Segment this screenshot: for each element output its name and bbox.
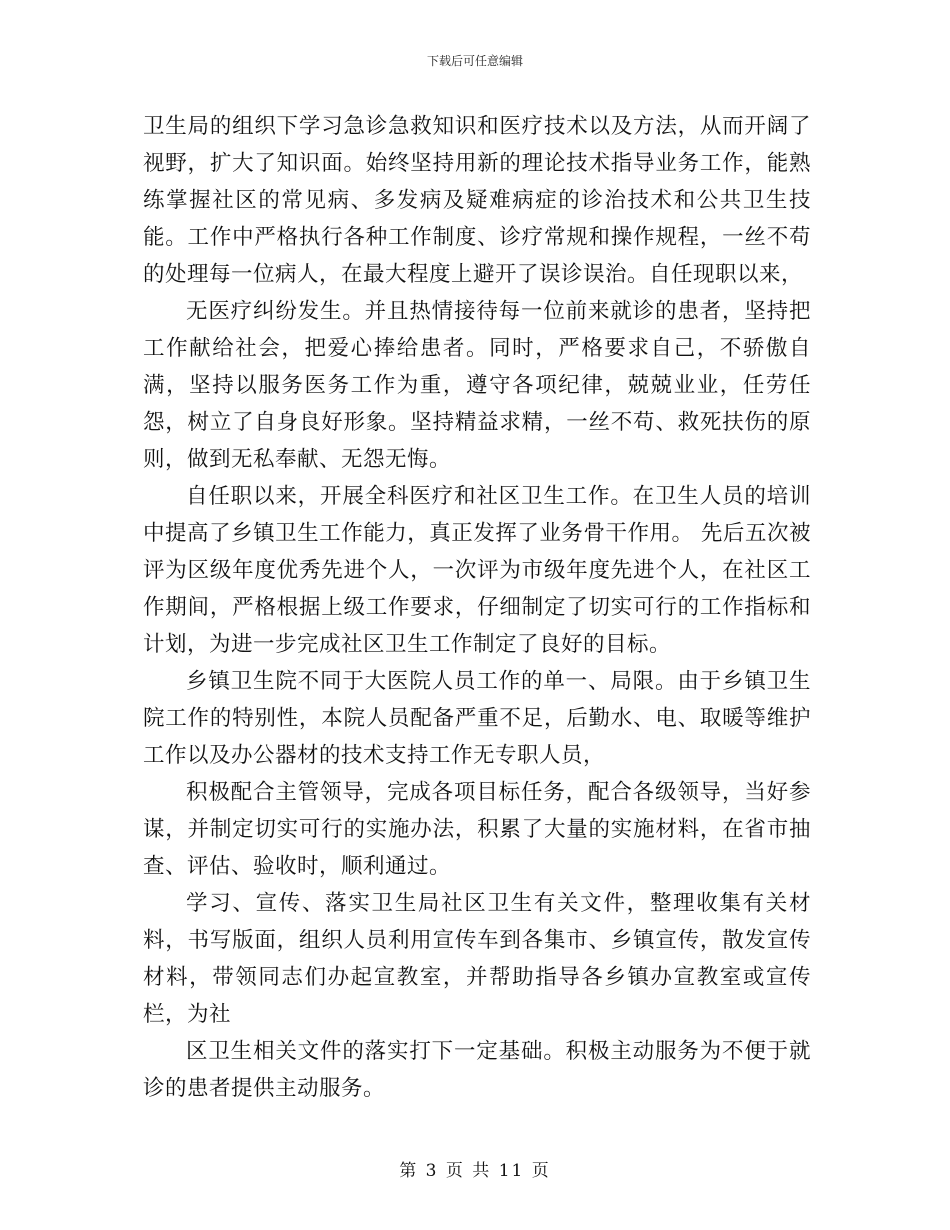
page-number: 第 3 页 共 11 页 (399, 1161, 551, 1181)
page-header: 下载后可任意编辑 (426, 54, 523, 68)
paragraph-3: 自任职以来，开展全科医疗和社区卫生工作。在卫生人员的培训中提高了乡镇卫生工作能力，真正发挥了业务骨干作用。 先后五次被评为区级年度优秀先进个人，一次评为市级年度先进个人，在社区工作期间，严格根据上级工作要求，仔细制定了切实可行的工作指标和计划，为进一步完成社区卫生工作制定了良好的目标。 (143, 484, 811, 657)
paragraph-4: 乡镇卫生院不同于大医院人员工作的单一、局限。由于乡镇卫生院工作的特别性，本院人员配备严重不足，后勤水、电、取暖等维护工作以及办公器材的技术支持工作无专职人员， (143, 669, 811, 768)
paragraph-1: 卫生局的组织下学习急诊急救知识和医疗技术以及方法，从而开阔了视野，扩大了知识面。始终坚持用新的理论技术指导业务工作，能熟练掌握社区的常见病、多发病及疑难病症的诊治技术和公共卫生技能。工作中严格执行各种工作制度、诊疗常规和操作规程，一丝不苟的处理每一位病人，在最大程度上避开了误诊误治。自任现职以来， (143, 114, 811, 287)
paragraph-5: 积极配合主管领导，完成各项目标任务，配合各级领导，当好参谋，并制定切实可行的实施办法，积累了大量的实施材料，在省市抽查、评估、验收时，顺利通过。 (143, 780, 811, 879)
paragraph-2: 无医疗纠纷发生。并且热情接待每一位前来就诊的患者，坚持把工作献给社会，把爱心捧给患者。同时，严格要求自己，不骄傲自满，坚持以服务医务工作为重，遵守各项纪律，兢兢业业，任劳任怨，树立了自身良好形象。坚持精益求精，一丝不苟、救死扶伤的原则，做到无私奉献、无怨无悔。 (143, 299, 811, 472)
paragraph-7: 区卫生相关文件的落实打下一定基础。积极主动服务为不便于就诊的患者提供主动服务。 (143, 1039, 811, 1101)
paragraph-6: 学习、宣传、落实卫生局社区卫生有关文件，整理收集有关材料，书写版面，组织人员利用宣传车到各集市、乡镇宣传，散发宣传材料，带领同志们办起宣教室，并帮助指导各乡镇办宣教室或宣传栏，为社 (143, 891, 811, 1027)
document-body (143, 108, 811, 1107)
